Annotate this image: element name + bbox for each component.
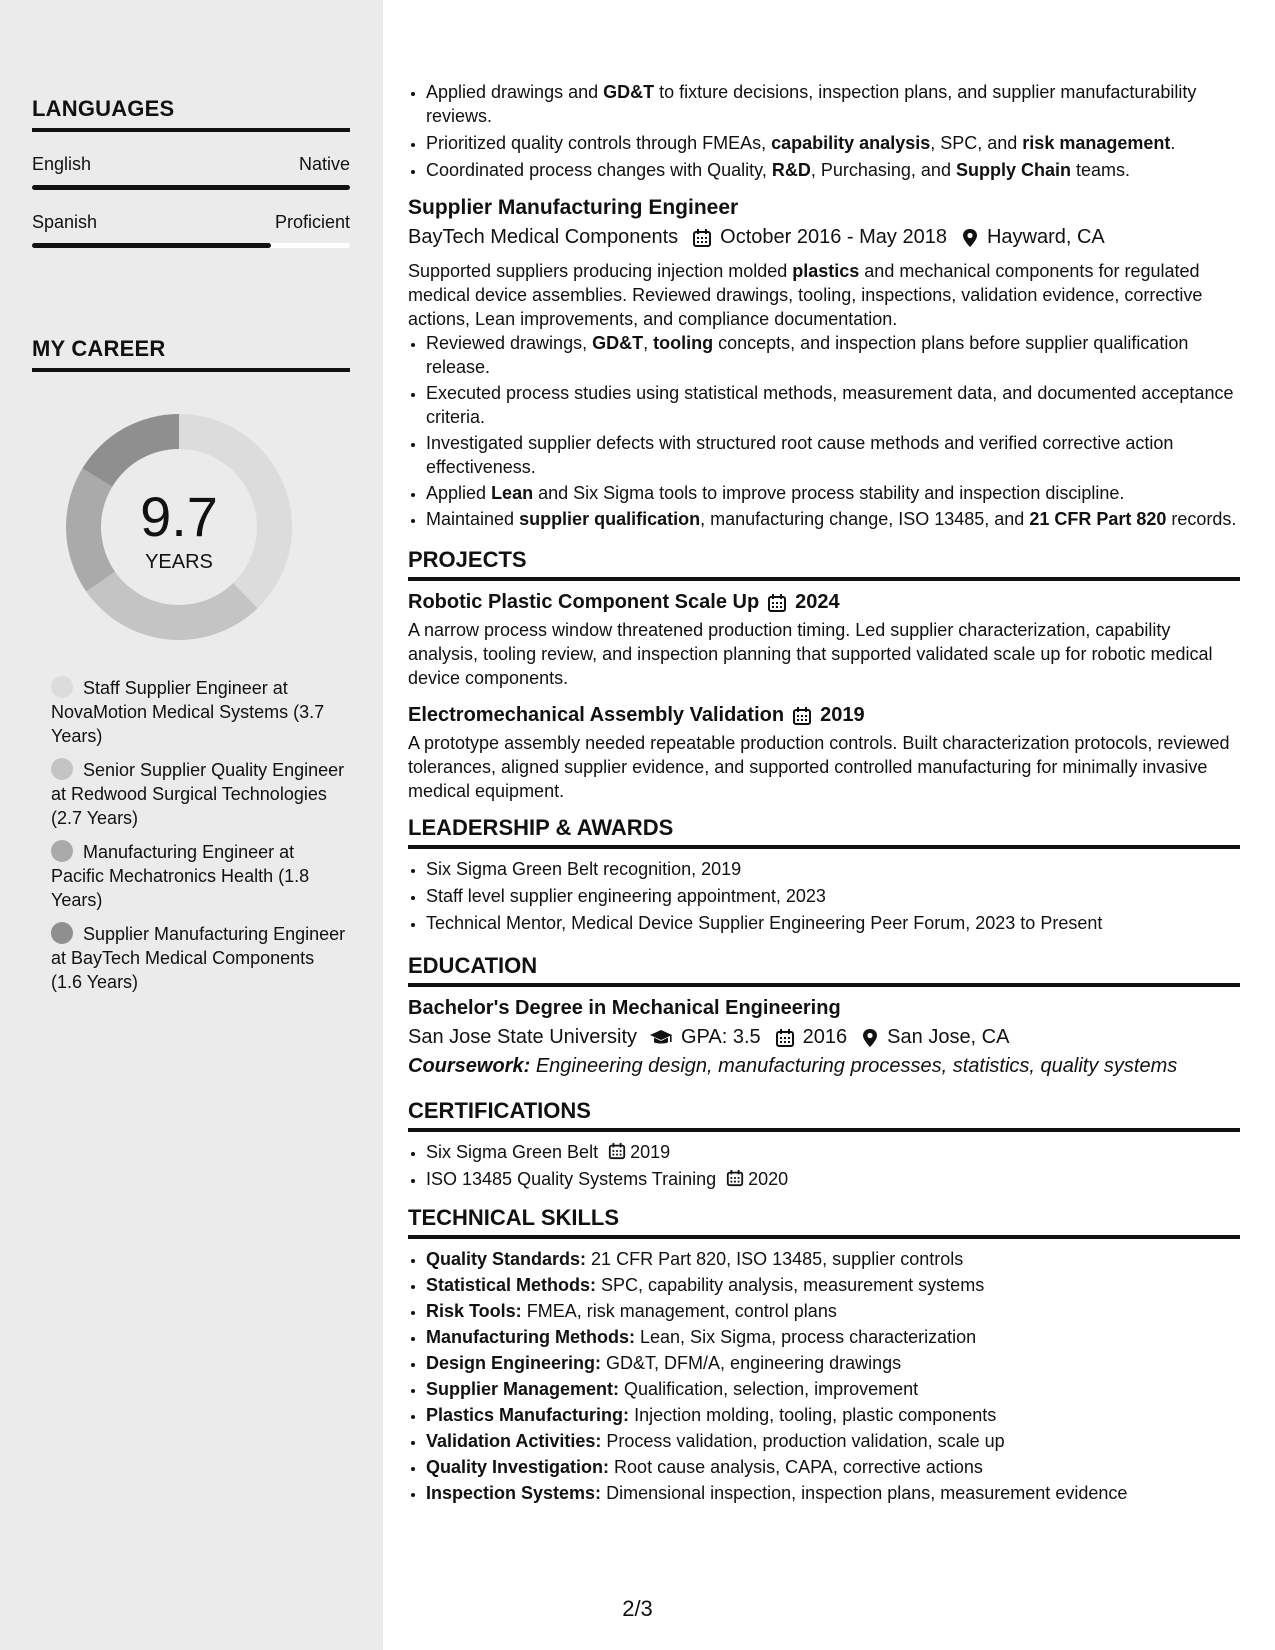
skill-label: Risk Tools: [426,1301,522,1321]
bold-keyword: plastics [792,261,860,281]
donut-slice-3 [66,468,115,591]
certifications-title: CERTIFICATIONS [408,1098,1240,1132]
calendar-icon [608,1142,626,1160]
career-donut [32,412,350,647]
skills-title: TECHNICAL SKILLS [408,1205,1240,1239]
leadership-list [408,857,1240,935]
skill-label: Statistical Methods: [426,1275,597,1295]
legend-dot [51,676,73,698]
text-segment: Maintained [426,509,520,529]
career-donut-chart [32,412,350,642]
donut-slice-2 [86,572,257,640]
legend-dot [51,758,73,780]
leadership-item: • Technical Mentor, Medical Device Supplier Engineering Peer Forum, 2023 to Present [426,911,1240,935]
text-segment: Applied drawings and [426,82,604,102]
career-section [32,336,350,372]
location-pin-icon [961,228,979,248]
bullet-item [426,131,1240,155]
text-segment: concepts, and inspection plans before supplier qualification release. [426,333,1189,377]
bold-keyword: 21 CFR Part 820 [1029,509,1167,529]
text-segment: , manufacturing change, ISO 13485, and [700,509,1030,529]
skill-item [426,1273,1240,1297]
education-gpa: GPA: 3.5 [681,1026,761,1048]
bold-keyword: GD&T [603,82,655,102]
project-name: Robotic Plastic Component Scale Up [408,591,760,613]
bold-keyword: supplier qualification [519,509,701,529]
skill-item [426,1351,1240,1375]
certification-year: 2020 [748,1169,789,1189]
education-coursework [408,1055,1240,1078]
experience-continued-bullets [408,80,1240,182]
bullet-item [426,331,1240,379]
education-meta [408,1026,1240,1049]
leadership-title: LEADERSHIP & AWARDS [408,815,1240,849]
coursework-label: Coursework: [408,1055,531,1077]
skills-list [408,1247,1240,1505]
text-segment: , SPC, and [930,133,1023,153]
projects-list [408,591,1240,803]
education-section [408,953,1240,1078]
skill-value: Process validation, production validation, scale up [606,1431,1005,1451]
project-description: A prototype assembly needed repeatable production controls. Built characterization protocols, reviewed tolerances, aligned supplier evidence, and supported controlled manufacturing for minimally invasive medical equipment. [408,733,1230,801]
text-segment: Coordinated process changes with Quality, [426,160,772,180]
bullet-item [426,80,1240,128]
skill-value: Root cause analysis, CAPA, corrective actions [614,1457,983,1477]
skill-label: Supplier Management: [426,1379,620,1399]
skill-item [426,1429,1240,1453]
certification-name: Six Sigma Green Belt [426,1142,599,1162]
languages-section [32,96,350,248]
career-legend-item [32,922,350,994]
language-row [32,212,350,233]
leadership-item: • Six Sigma Green Belt recognition, 2019 [426,857,1240,881]
text-segment: and Six Sigma tools to improve process stability and inspection discipline. [533,483,1125,503]
sidebar [0,0,383,1650]
language-proficiency-bar [32,185,350,190]
text-segment: to fixture decisions, inspection plans, and supplier manufacturability reviews. [426,82,1197,126]
skill-item [426,1325,1240,1349]
language-proficiency-fill [32,185,350,190]
leadership-item: • Staff level supplier engineering appointment, 2023 [426,884,1240,908]
project-title-row [408,704,1240,727]
job-entry [408,196,1240,531]
text-segment: Supported suppliers producing injection molded [408,261,793,281]
certification-item [426,1167,1240,1191]
bullet-item [426,507,1240,531]
skill-value: FMEA, risk management, control plans [526,1301,837,1321]
skill-item [426,1403,1240,1427]
bullet-item [426,158,1240,182]
language-row [32,154,350,175]
text-segment: . [1170,133,1176,153]
skill-item [426,1247,1240,1271]
text-segment: records. [1166,509,1237,529]
language-name: English [32,154,92,174]
page-number: 2/3 [622,1596,653,1621]
job-dates: October 2016 - May 2018 [720,226,947,248]
skill-label: Inspection Systems: [426,1483,602,1503]
education-title: EDUCATION [408,953,1240,987]
skill-label: Validation Activities: [426,1431,602,1451]
career-legend [32,676,350,1004]
job-company: BayTech Medical Components [408,226,679,248]
skill-item [426,1455,1240,1479]
leadership-section [408,815,1240,935]
project-title-row [408,591,1240,614]
legend-label: Manufacturing Engineer at Pacific Mechatronics Health (1.8 Years) [51,842,310,910]
skill-value: Injection molding, tooling, plastic components [634,1405,997,1425]
education-location: San Jose, CA [887,1026,1010,1048]
bullet-item [426,381,1240,429]
career-title: MY CAREER [32,336,350,372]
bullet-item [426,431,1240,479]
text-segment: , Purchasing, and [810,160,956,180]
skill-label: Manufacturing Methods: [426,1327,635,1347]
skill-label: Quality Investigation: [426,1457,610,1477]
certifications-list [408,1140,1240,1191]
bold-keyword: risk management [1022,133,1171,153]
career-total: 9.7 [140,485,218,548]
project-item [408,591,1240,690]
career-legend-item [32,676,350,748]
calendar-icon [792,706,812,726]
certification-name: ISO 13485 Quality Systems Training [426,1169,717,1189]
bullet-item [426,481,1240,505]
text-segment: Applied [426,483,492,503]
text-segment: Prioritized quality controls through FMEAs, [426,133,772,153]
career-legend-item [32,758,350,830]
language-level: Native [298,154,350,174]
skill-value: Lean, Six Sigma, process characterization [640,1327,977,1347]
skill-value: 21 CFR Part 820, ISO 13485, supplier controls [591,1249,964,1269]
text-segment: Executed process studies using statistical methods, measurement data, and documented acceptance criteria. [426,383,1234,427]
project-year: 2019 [820,704,865,726]
job-bullets [408,331,1240,531]
languages-title: LANGUAGES [32,96,350,132]
certifications-section [408,1098,1240,1191]
job-title: Supplier Manufacturing Engineer [408,196,739,219]
skill-value: SPC, capability analysis, measurement systems [601,1275,985,1295]
education-school: San Jose State University [408,1026,637,1048]
bold-keyword: capability analysis [771,133,931,153]
education-degree: Bachelor's Degree in Mechanical Engineering [408,997,841,1019]
donut-slice-4 [82,414,179,487]
bold-keyword: R&D [771,160,811,180]
language-proficiency-fill [32,243,271,248]
skill-value: Qualification, selection, improvement [624,1379,919,1399]
legend-dot [51,922,73,944]
skill-label: Plastics Manufacturing: [426,1405,630,1425]
language-item [32,154,350,190]
certification-year: 2019 [630,1142,671,1162]
legend-label: Senior Supplier Quality Engineer at Redwood Surgical Technologies (2.7 Years) [51,760,345,828]
location-pin-icon [861,1028,879,1048]
projects-title: PROJECTS [408,547,1240,581]
calendar-icon [726,1169,744,1187]
career-unit: YEARS [145,551,213,573]
legend-label: Staff Supplier Engineer at NovaMotion Medical Systems (3.7 Years) [51,678,325,746]
skill-label: Design Engineering: [426,1353,602,1373]
skill-value: Dimensional inspection, inspection plans, measurement evidence [606,1483,1128,1503]
text-segment: and mechanical components for regulated medical device assemblies. Reviewed drawings, tooling, inspections, validation evidence, corrective actions, Lean improvements, and compliance documentation. [408,261,1203,329]
text-segment: Reviewed drawings, [426,333,593,353]
text-segment: Investigated supplier defects with structured root cause methods and verified corrective action effectiveness. [426,433,1174,477]
bold-keyword: GD&T [592,333,644,353]
skill-item [426,1481,1240,1505]
job-meta [408,226,1240,249]
calendar-icon [692,228,712,248]
project-name: Electromechanical Assembly Validation [408,704,785,726]
legend-label: Supplier Manufacturing Engineer at BayTech Medical Components (1.6 Years) [51,924,346,992]
skill-item [426,1377,1240,1401]
skill-label: Quality Standards: [426,1249,587,1269]
language-proficiency-bar [32,243,350,248]
job-summary [408,259,1240,331]
project-year: 2024 [795,591,840,613]
career-legend-item [32,840,350,912]
bold-keyword: Lean [491,483,534,503]
calendar-icon [767,593,787,613]
bold-keyword: Supply Chain [955,160,1071,180]
languages-list [32,154,350,248]
bold-keyword: tooling [653,333,714,353]
project-description: A narrow process window threatened production timing. Led supplier characterization, capability analysis, tooling review, and inspection planning that supported validated scale up for robotic medical device components. [408,620,1213,688]
skill-value: GD&T, DFM/A, engineering drawings [606,1353,902,1373]
skills-section [408,1205,1240,1505]
projects-section [408,547,1240,803]
language-level: Proficient [274,212,350,232]
calendar-icon [775,1028,795,1048]
language-item [32,212,350,248]
main-content [408,80,1240,1507]
text-segment: teams. [1070,160,1130,180]
certification-item [426,1140,1240,1164]
language-name: Spanish [32,212,98,232]
legend-dot [51,840,73,862]
text-segment: , [643,333,654,353]
education-year: 2016 [802,1026,848,1048]
project-item [408,704,1240,803]
skill-item [426,1299,1240,1323]
graduation-cap-icon [649,1029,673,1047]
job-location: Hayward, CA [986,226,1105,248]
coursework-value: Engineering design, manufacturing processes, statistics, quality systems [535,1055,1178,1077]
